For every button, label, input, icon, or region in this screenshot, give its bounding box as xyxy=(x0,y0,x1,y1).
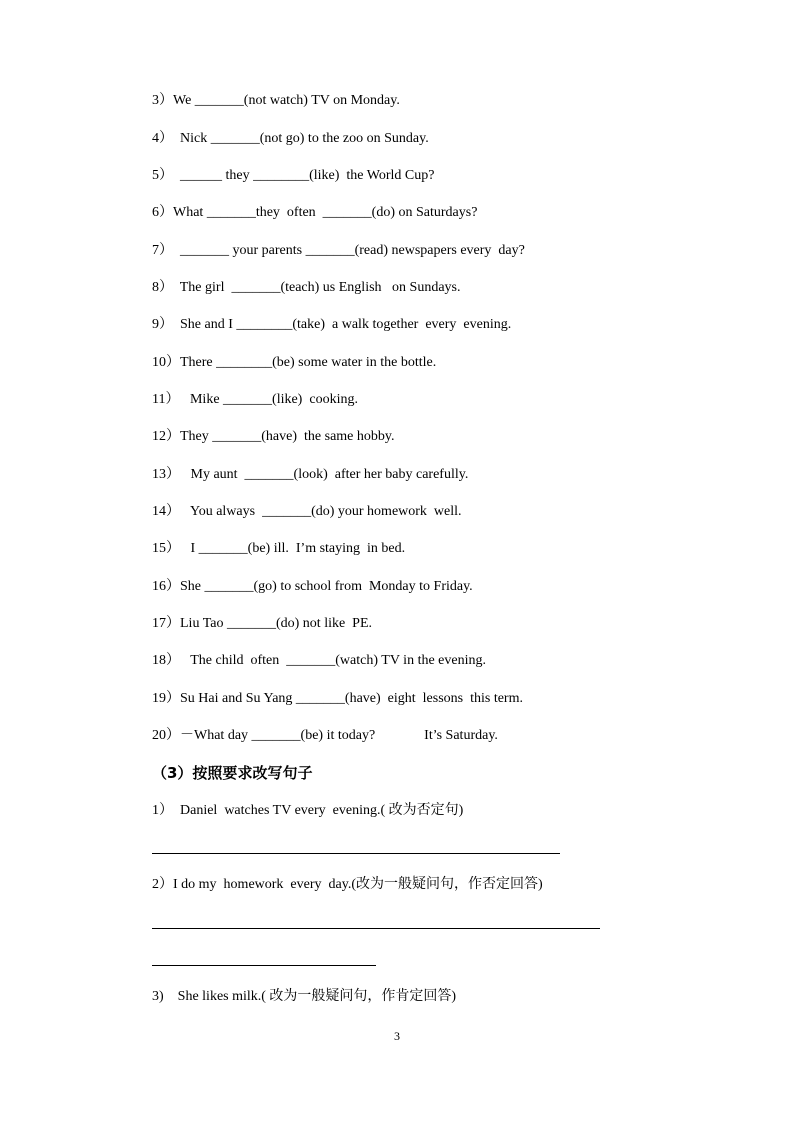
exercise-3: 3）We _______(not watch) TV on Monday. xyxy=(152,93,400,108)
exercise-18: 18） The child often _______(watch) TV in the evening. xyxy=(152,653,486,668)
exercise-15: 15） I _______(be) ill. I’m staying in bed. xyxy=(152,541,406,556)
exercise-9: 9） She and I ________(take) a walk together every evening. xyxy=(152,317,512,332)
exercise-7: 7） _______ your parents _______(read) newspapers every day? xyxy=(152,243,525,258)
rewrite-item-3: 3) She likes milk.( 改为一般疑问句，作肯定回答) xyxy=(152,989,457,1004)
exercise-8: 8） The girl _______(teach) us English on Sundays. xyxy=(152,280,461,295)
answer-line-2b xyxy=(152,965,376,966)
exercise-10: 10）There ________(be) some water in the bottle. xyxy=(152,355,437,370)
exercise-20: 20）－What day _______(be) it today? It’s Saturday. xyxy=(152,728,498,743)
answer-line-1 xyxy=(152,853,560,854)
exercise-16: 16）She _______(go) to school from Monday to Friday. xyxy=(152,579,473,594)
exercise-11: 11） Mike _______(like) cooking. xyxy=(152,392,358,407)
rewrite-item-1: 1） Daniel watches TV every evening.( 改为否定句) xyxy=(152,803,464,818)
exercise-19: 19）Su Hai and Su Yang _______(have) eight lessons this term. xyxy=(152,691,523,706)
exercise-13: 13） My aunt _______(look) after her baby carefully. xyxy=(152,467,469,482)
exercise-6: 6）What _______they often _______(do) on Saturdays? xyxy=(152,205,478,220)
section-title: （3）按照要求改写句子 xyxy=(152,764,313,782)
rewrite-item-2: 2）I do my homework every day.(改为一般疑问句，作否定回答) xyxy=(152,877,543,892)
page-number: 3 xyxy=(394,1029,400,1043)
exercise-17: 17）Liu Tao _______(do) not like PE. xyxy=(152,616,373,631)
answer-line-2a xyxy=(152,928,600,929)
exercise-5: 5） ______ they ________(like) the World Cup? xyxy=(152,168,435,183)
exercise-14: 14） You always _______(do) your homework well. xyxy=(152,504,462,519)
exercise-12: 12）They _______(have) the same hobby. xyxy=(152,429,395,444)
exercise-4: 4） Nick _______(not go) to the zoo on Sunday. xyxy=(152,131,429,146)
